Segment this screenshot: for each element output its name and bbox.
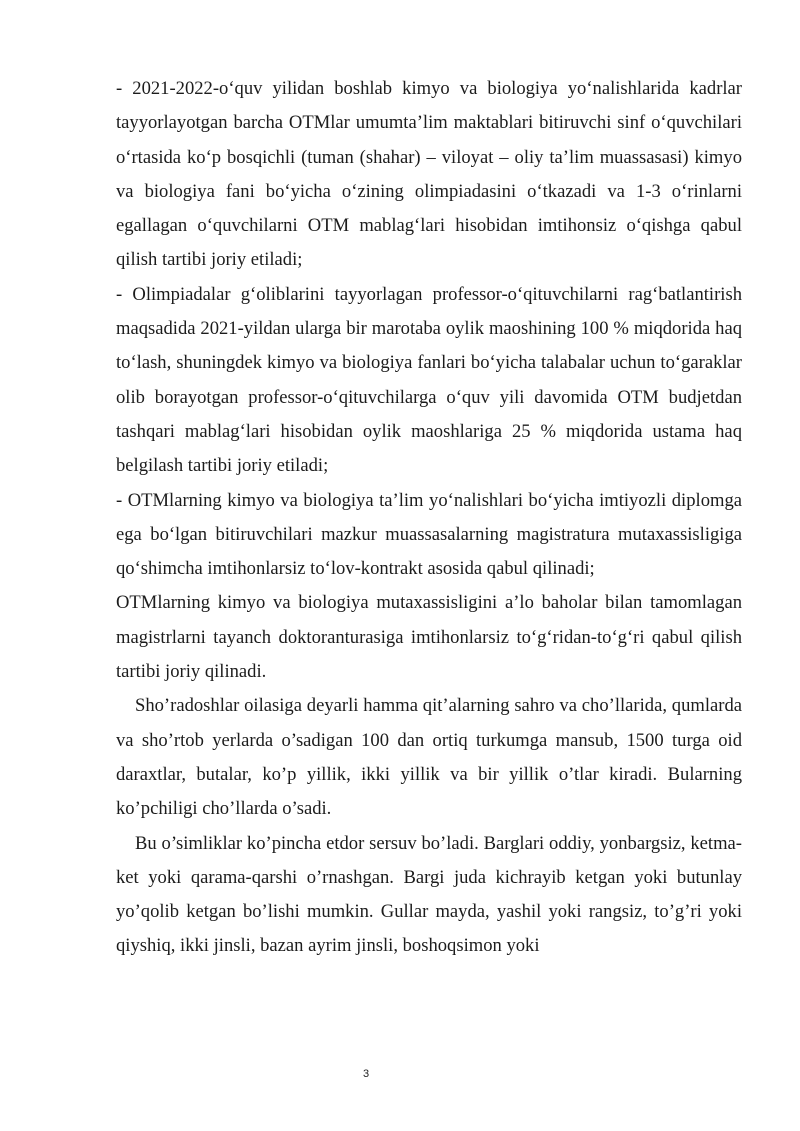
paragraph-plant-description: Bu o’simliklar ko’pincha etdor sersuv bo’ladi. Barglari oddiy, yonbargsiz, ketma-ket yoki qarama-qarshi o’rnashgan. Bargi juda kichrayib ketgan yoki butunlay yo’qolib ketgan bo’lishi mumkin. Gullar mayda, yashil yoki rangsiz, to’g’ri yoki qiyshiq, ikki jinsli, bazan ayrim jinsli, boshoqsimon yoki: [116, 832, 742, 957]
paragraph-olympiad-admission: - 2021-2022-o‘quv yilidan boshlab kimyo va biologiya yo‘nalishlarida kadrlar tayyorlayotgan barcha OTMlar umumta’lim maktablari bitiruvchi sinf o‘quvchilari o‘rtasida ko‘p bosqichli (tuman (shahar) – viloyat – oliy ta’lim muassasasi) kimyo va biologiya fani bo‘yicha o‘zining olimpiadasini o‘tkazadi va 1-3 o‘rinlarni egallagan o‘quvchilarni OTM mablag‘lari hisobidan imtihonsiz o‘qishga qabul qilish tartibi joriy etiladi;: [116, 78, 742, 271]
paragraph-teacher-incentives: - Olimpiadalar g‘oliblarini tayyorlagan professor-o‘qituvchilarni rag‘batlantirish maqsadida 2021-yildan ularga bir marotaba oylik maoshining 100 % miqdorida haq to‘lash, shuningdek kimyo va biologiya fanlari bo‘yicha talabalar uchun to‘garaklar olib borayotgan professor-o‘qituvchilarga o‘quv yili davomida OTM budjetdan tashqari mablag‘lari hisobidan oylik maoshlariga 25 % miqdorida ustama haq belgilash tartibi joriy etiladi;: [116, 283, 742, 477]
page-number: 3: [362, 1068, 370, 1080]
paragraph-doctorate-admission: OTMlarning kimyo va biologiya mutaxassisligini a’lo baholar bilan tamomlagan magistrlarni tayanch doktoranturasiga imtihonlarsiz to‘g‘ridan-to‘g‘ri qabul qilish tartibi joriy qilinadi.: [116, 592, 742, 683]
page-body: [116, 72, 742, 964]
paragraph-master-admission: - OTMlarning kimyo va biologiya ta’lim yo‘nalishlari bo‘yicha imtiyozli diplomga ega bo‘lgan bitiruvchilari mazkur muassasalarning magistratura mutaxassisligiga qo‘shimcha imtihonlarsiz to‘lov-kontrakt asosida qabul qilinadi;: [116, 489, 742, 580]
paragraph-chenopodiaceae-family: Sho’radoshlar oilasiga deyarli hamma qit’alarning sahro va cho’llarida, qumlarda va sho’rtob yerlarda o’sadigan 100 dan ortiq turkumga mansub, 1500 turga oid daraxtlar, butalar, ko’p yillik, ikki yillik va bir yillik o’tlar kiradi. Bularning ko’pchiligi cho’llarda o’sadi.: [116, 695, 742, 820]
